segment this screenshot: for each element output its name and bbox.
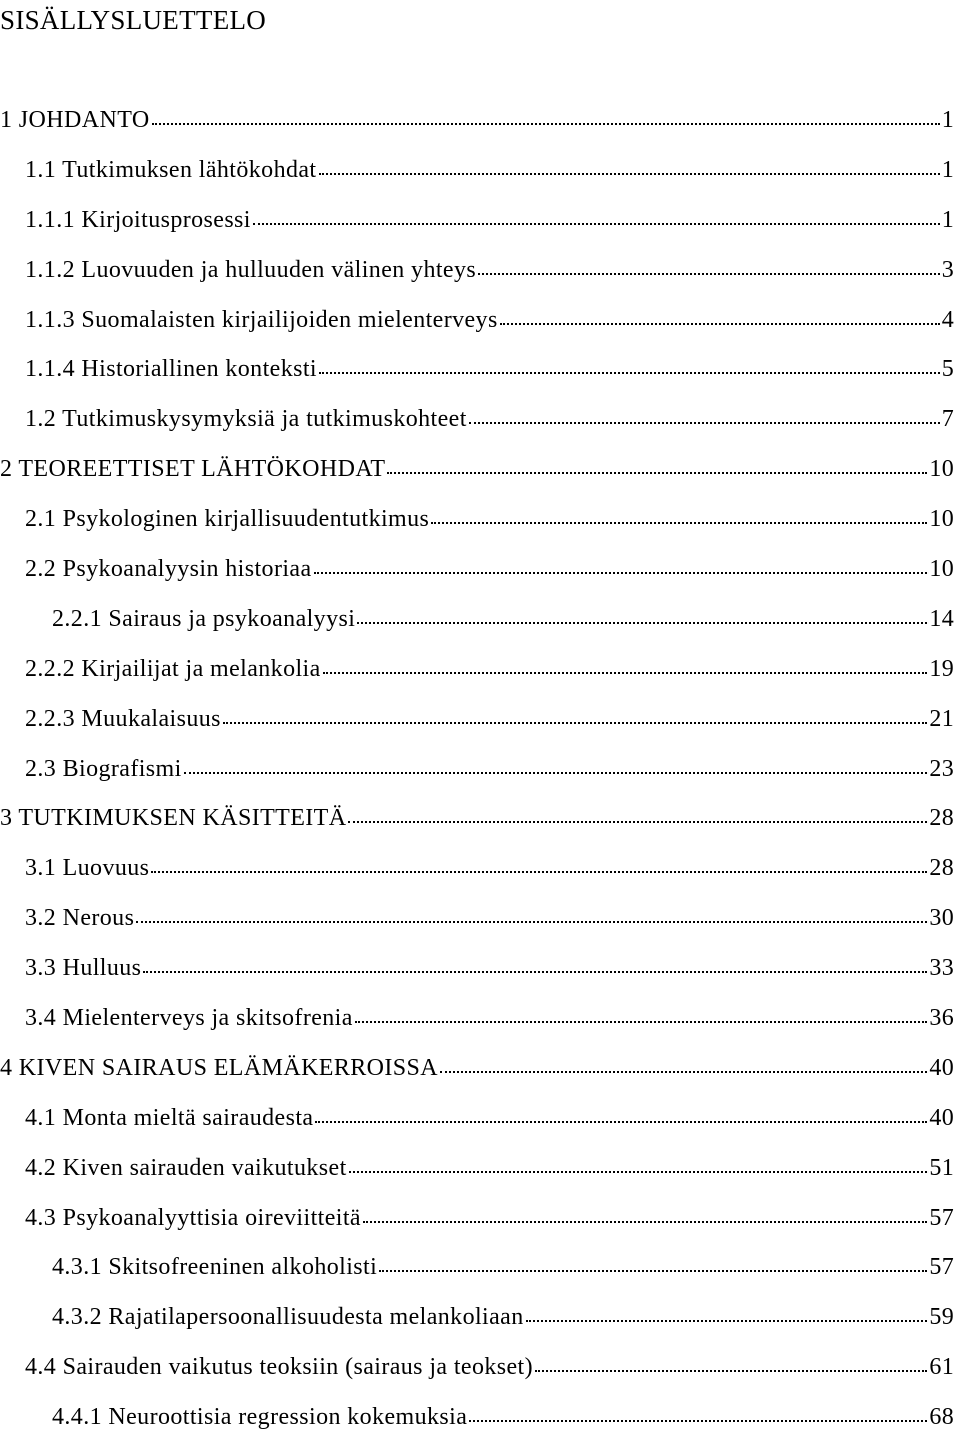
toc-entry-label: 3.1 Luovuus [25,855,150,882]
toc-entry [0,944,960,994]
toc-entry-label: 4.4 Sairauden vaikutus teoksiin (sairaus ja teokset) [25,1354,534,1381]
toc-entry [0,1144,960,1194]
toc-entry-label: 1 JOHDANTO [0,107,150,133]
dot-leader [431,521,927,524]
toc-entry-page-number: 10 [929,556,954,583]
dot-leader [379,1269,927,1272]
toc-entry-page-number: 14 [929,605,954,632]
toc-entry [0,645,960,695]
toc-entry-page-number: 28 [929,855,954,882]
toc-entry [0,1343,960,1393]
toc-entry-label: 4.2 Kiven sairauden vaikutukset [25,1154,347,1181]
toc-entry-page-number: 28 [929,805,954,832]
toc-entry [0,345,960,395]
dot-leader [314,571,928,574]
toc-entry [0,545,960,595]
toc-entry [0,695,960,745]
toc-entry-page-number: 5 [941,356,954,383]
toc-entry-label: 1.1.2 Luovuuden ja hulluuden välinen yhteys [25,256,477,283]
dot-leader [363,1220,927,1223]
toc-entry-page-number: 40 [929,1104,954,1131]
toc-entry-page-number: 33 [929,955,954,982]
toc-entry-label: 1.1.1 Kirjoitusprosessi [25,206,251,233]
page-title: SISÄLLYSLUETTELO [0,5,267,35]
dot-leader [500,322,940,325]
toc-entry-label: 1.1.4 Historiallinen konteksti [25,356,317,383]
toc-entry-label: 4.3.1 Skitsofreeninen alkoholisti [52,1254,378,1281]
toc-entry-page-number: 10 [929,456,954,483]
toc-entry [0,1393,960,1443]
toc-entry-label: 3.2 Nerous [25,905,135,932]
toc-entry [0,96,960,146]
toc-entry-page-number: 1 [941,156,954,183]
toc-entry [0,844,960,894]
toc-entry-label: 4 KIVEN SAIRAUS ELÄMÄKERROISSA [0,1054,439,1081]
toc-entry-page-number: 19 [929,655,954,682]
toc-entry [0,1293,960,1343]
toc-entry-page-number: 40 [929,1054,954,1081]
toc-entry-label: 2.1 Psykologinen kirjallisuudentutkimus [25,506,430,533]
dot-leader [151,870,927,873]
dot-leader [440,1070,927,1073]
dot-leader [469,421,940,424]
toc-entry [0,146,960,196]
dot-leader [478,272,940,275]
toc-entry-page-number: 57 [929,1204,954,1231]
toc-entry-page-number: 61 [929,1354,954,1381]
toc-entry-page-number: 3 [941,256,954,283]
toc-entry-page-number: 4 [941,306,954,333]
dot-leader [387,471,927,474]
dot-leader [526,1319,928,1322]
toc-entry-label: 4.4.1 Neuroottisia regression kokemuksia [52,1404,468,1431]
toc-entry [0,994,960,1044]
dot-leader [355,1020,928,1023]
toc-entry [0,894,960,944]
toc-entry [0,196,960,246]
dot-leader [349,1170,928,1173]
toc-entry [0,794,960,844]
toc-entry [0,1194,960,1244]
toc-entry [0,246,960,296]
dot-leader [253,222,940,225]
dot-leader [152,122,940,125]
toc-entry-label: 2 TEOREETTISET LÄHTÖKOHDAT [0,456,386,483]
toc-entry-page-number: 36 [929,1005,954,1032]
toc-entry-page-number: 59 [929,1304,954,1331]
toc-entry-page-number: 51 [929,1154,954,1181]
toc-entry-label: 4.1 Monta mieltä sairaudesta [25,1104,314,1131]
toc-entry-label: 3 TUTKIMUKSEN KÄSITTEITÄ [0,805,347,832]
toc-entry-label: 2.3 Biografismi [25,755,182,782]
toc-entry-label: 1.2 Tutkimuskysymyksiä ja tutkimuskohteet [25,406,467,433]
toc-entry-page-number: 7 [941,406,954,433]
toc-entry [0,395,960,445]
toc-entry-label: 2.2.1 Sairaus ja psykoanalyysi [52,605,356,632]
dot-leader [184,771,928,774]
toc-entry-page-number: 23 [929,755,954,782]
dot-leader [319,172,940,175]
toc-entry [0,1243,960,1293]
dot-leader [136,920,927,923]
toc-entry-page-number: 30 [929,905,954,932]
dot-leader [315,1120,927,1123]
toc-entry-page-number: 21 [929,705,954,732]
toc-entry-page-number: 57 [929,1254,954,1281]
dot-leader [143,970,927,973]
dot-leader [348,820,927,823]
table-of-contents [0,96,960,1443]
toc-entry-page-number: 10 [929,506,954,533]
dot-leader [469,1419,927,1422]
toc-entry-page-number: 1 [941,206,954,233]
toc-entry-label: 4.3 Psykoanalyyttisia oireviitteitä [25,1204,361,1231]
toc-entry-label: 2.2.3 Muukalaisuus [25,705,221,732]
toc-entry [0,595,960,645]
toc-entry [0,445,960,495]
dot-leader [323,671,928,674]
dot-leader [357,621,927,624]
toc-entry [0,745,960,795]
toc-entry-label: 4.3.2 Rajatilapersoonallisuudesta melankoliaan [52,1304,524,1331]
toc-entry [0,1094,960,1144]
toc-entry-label: 3.3 Hulluus [25,955,142,982]
toc-entry [0,296,960,346]
toc-entry-label: 2.2 Psykoanalyysin historiaa [25,556,312,583]
toc-entry-label: 3.4 Mielenterveys ja skitsofrenia [25,1005,353,1032]
toc-entry-page-number: 68 [929,1404,954,1431]
dot-leader [319,371,940,374]
toc-entry [0,1044,960,1094]
dot-leader [223,721,928,724]
toc-entry-label: 1.1.3 Suomalaisten kirjailijoiden mielenterveys [25,306,498,333]
dot-leader [535,1369,927,1372]
toc-entry-label: 1.1 Tutkimuksen lähtökohdat [25,156,317,183]
toc-entry-label: 2.2.2 Kirjailijat ja melankolia [25,655,321,682]
toc-entry [0,495,960,545]
toc-entry-page-number: 1 [941,107,954,133]
